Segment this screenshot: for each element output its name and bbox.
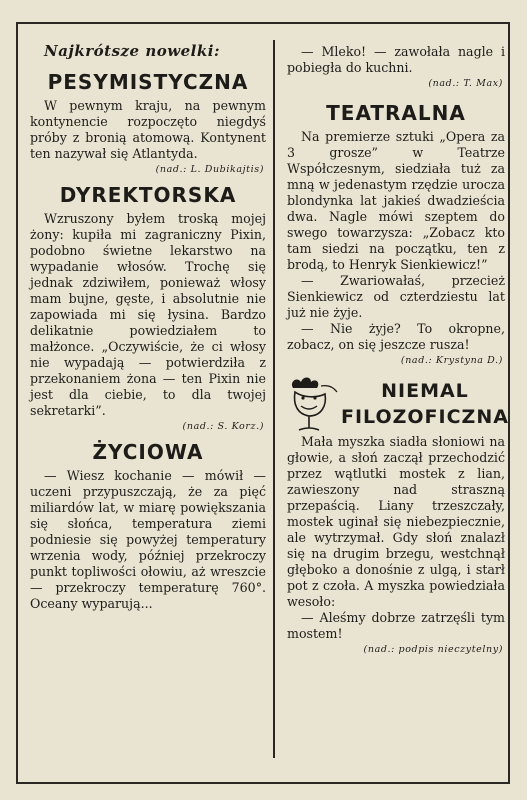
story-paragraph: Mała myszka siadła słoniowi na głowie, a słoń zaczął przechodzić przez wątlutki mostek z lian, zawieszony nad straszną przepaścią. Liany trzeszczały, mostek uginał się niebezpiecznie, ale wytrzymał. Gdy słoń znalazł się na drugim brzegu, westchnął głęboko a donośnie z ulgą, i starł pot z czoła. A myszka powiedziała wesoło: xyxy=(287,434,505,609)
story-title xyxy=(341,378,509,430)
story-pesymistyczna xyxy=(30,70,266,175)
story-paragraph: — Zwariowałaś, przecież Sienkiewicz od czterdziestu lat już nie żyje. xyxy=(287,273,505,320)
story-credit: (nad.: L. Dubikajtis) xyxy=(155,164,264,175)
story-paragraph: — Wiesz kochanie — mówił — uczeni przypuszczają, że za pięć miliardów lat, w miarę powiększania się słońca, temperatura ziemi podniesie się powyżej temperatury wrzenia wody, później przekroczy punkt topliwości ołowiu, aż wreszcie — przekroczy temperaturę 760°. Oceany wyparują... xyxy=(30,468,266,611)
story-dyrektorska xyxy=(30,183,266,432)
story-zyciowa-continued xyxy=(287,44,505,89)
story-title: PESYMISTYCZNA xyxy=(47,70,249,94)
story-paragraph: Na premierze sztuki „Opera za 3 grosze” w Teatrze Współczesnym, siedziała tuż za mną w jedenastym rzędzie urocza blondynka lat jakieś dwadzieścia dwa. Nagle mówi szeptem do swego towarzysza: „Zobacz kto tam siedzi na początku, ten z brodą, to Henryk Sienkiewicz!” xyxy=(287,129,505,272)
story-title-line: FILOZOFICZNA xyxy=(341,406,509,428)
story-title: DYREKTORSKA xyxy=(59,183,237,207)
cartoon-face-icon xyxy=(287,374,341,434)
story-credit: (nad.: podpis nieczytelny) xyxy=(363,644,503,655)
column-divider xyxy=(273,40,275,758)
story-paragraph: Wzruszony byłem troską mojej żony: kupiła mi zagraniczny Pixin, podobno świetne lekarstwo na wypadanie włosów. Trochę się jednak zdziwiłem, ponieważ włosy mam bujne, gęste, i absolutnie nie zapowiada mi się łysina. Bardzo delikatnie powiedziałem to małżonce. „Oczywiście, że ci włosy nie wypadają — potwierdziła z przekonaniem żona — ten Pixin nie jest dla ciebie, to dla twojej sekretarki”. xyxy=(30,211,266,418)
story-paragraph: — Mleko! — zawołała nagle i pobiegła do kuchni. xyxy=(287,44,505,75)
story-title: ŻYCIOWA xyxy=(92,440,204,464)
story-credit: (nad.: T. Max) xyxy=(428,78,503,89)
left-column xyxy=(30,42,266,612)
story-paragraph: — Nie żyje? To okropne, zobacz, on się jeszcze rusza! xyxy=(287,321,505,352)
story-zyciowa xyxy=(30,440,266,612)
story-paragraph: — Aleśmy dobrze zatrzęśli tym mostem! xyxy=(287,610,505,641)
story-credit: (nad.: S. Korz.) xyxy=(182,421,264,432)
story-teatralna xyxy=(287,101,505,366)
story-credit: (nad.: Krystyna D.) xyxy=(400,355,503,366)
masthead: Najkrótsze nowelki: xyxy=(44,42,221,60)
story-title-line: NIEMAL xyxy=(381,380,469,402)
story-title: TEATRALNA xyxy=(326,101,466,125)
story-niemal-filozoficzna xyxy=(287,374,509,655)
story-paragraph: W pewnym kraju, na pewnym kontynencie rozpoczęto niegdyś próby z bronią atomową. Kontynent ten nazywał się Atlantyda. xyxy=(30,98,266,161)
right-column xyxy=(287,44,509,663)
story-heading xyxy=(287,374,509,434)
